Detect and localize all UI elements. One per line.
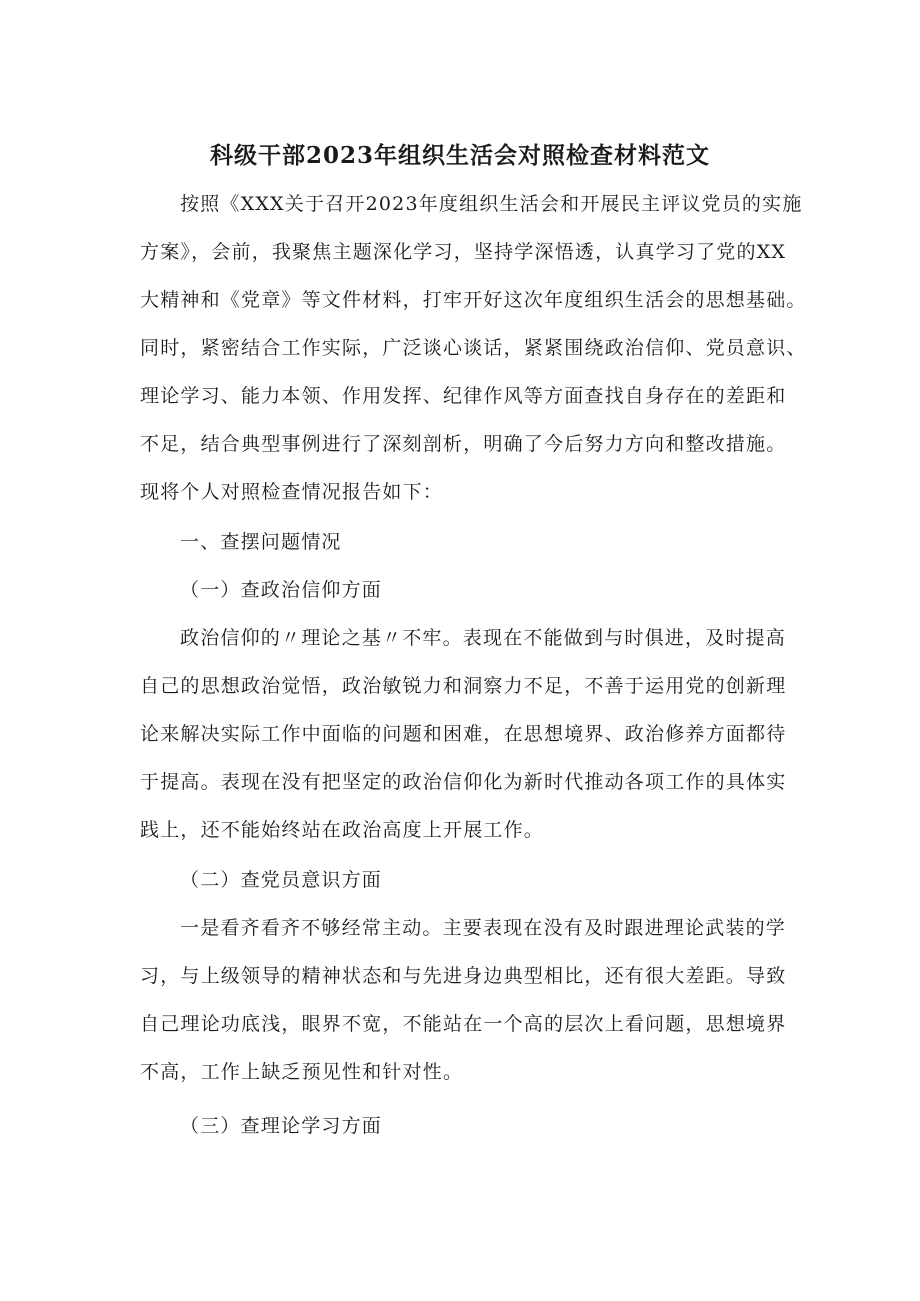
paragraph-line: 理论学习、能力本领、作用发挥、纪律作风等方面查找自身存在的差距和 [140, 385, 787, 407]
subsection-heading: （三）查理论学习方面 [180, 1115, 383, 1137]
section-heading: 一、查摆问题情况 [180, 531, 342, 553]
paragraph-line: 现将个人对照检查情况报告如下： [140, 481, 444, 503]
paragraph-line: 于提高。表现在没有把坚定的政治信仰化为新时代推动各项工作的具体实 [140, 771, 787, 793]
paragraph-line: 自己理论功底浅，眼界不宽，不能站在一个高的层次上看问题，思想境界 [140, 1013, 787, 1035]
paragraph-line: 一是看齐看齐不够经常主动。主要表现在没有及时跟进理论武装的学 [180, 917, 787, 939]
paragraph-line: 不足，结合典型事例进行了深刻剖析，明确了今后努力方向和整改措施。 [140, 433, 787, 455]
paragraph-line: 方案》，会前，我聚焦主题深化学习，坚持学深悟透，认真学习了党的XX [140, 241, 787, 263]
paragraph-line: 同时，紧密结合工作实际，广泛谈心谈话，紧紧围绕政治信仰、党员意识、 [140, 337, 807, 359]
paragraph-line: 大精神和《党章》等文件材料，打牢开好这次年度组织生活会的思想基础。 [140, 289, 807, 311]
paragraph-line: 政治信仰的〃理论之基〃不牢。表现在不能做到与时俱进，及时提高 [180, 627, 787, 649]
subsection-heading: （一）查政治信仰方面 [180, 579, 383, 601]
paragraph-line: 自己的思想政治觉悟，政治敏锐力和洞察力不足，不善于运用党的创新理 [140, 675, 787, 697]
paragraph-line: 按照《XXX关于召开2023年度组织生活会和开展民主评议党员的实施 [180, 193, 803, 215]
paragraph-line: 论来解决实际工作中面临的问题和困难，在思想境界、政治修养方面都待 [140, 723, 787, 745]
paragraph-line: 不高，工作上缺乏预见性和针对性。 [140, 1061, 464, 1083]
document-title: 科级干部2023年组织生活会对照检查材料范文 [209, 142, 710, 169]
subsection-heading: （二）查党员意识方面 [180, 869, 383, 891]
paragraph-line: 习，与上级领导的精神状态和与先进身边典型相比，还有很大差距。导致 [140, 965, 787, 987]
paragraph-line: 践上，还不能始终站在政治高度上开展工作。 [140, 819, 545, 841]
